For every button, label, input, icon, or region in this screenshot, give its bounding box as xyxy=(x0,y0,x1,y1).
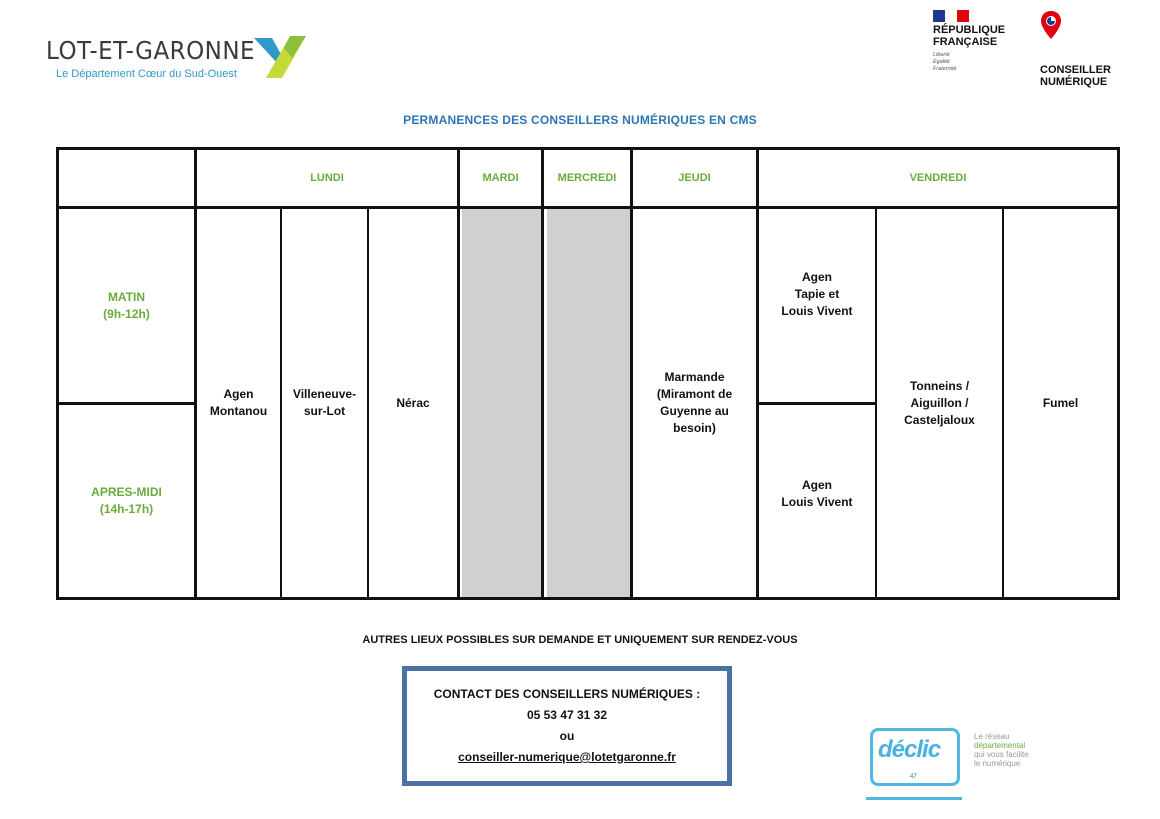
french-flag-icon xyxy=(933,10,969,22)
declic-tagline: Le réseau départemental qui vous facilite le numérique xyxy=(974,732,1029,768)
lundi-villeneuve: Villeneuve- sur-Lot xyxy=(292,387,357,418)
header-jeudi: JEUDI xyxy=(678,171,711,184)
declic-word: déclic xyxy=(878,736,941,763)
brand-tagline: Le Département Cœur du Sud-Ouest xyxy=(56,68,237,80)
y-logo-icon xyxy=(252,34,308,80)
header-lundi: LUNDI xyxy=(310,171,344,184)
republique-line1: RÉPUBLIQUE xyxy=(933,24,1006,36)
declic-logo xyxy=(866,724,1046,804)
contact-or: ou xyxy=(559,729,575,743)
cn-line2: NUMÉRIQUE xyxy=(1040,76,1108,88)
contact-phone[interactable]: 05 53 47 31 32 xyxy=(526,708,608,722)
header-mardi: MARDI xyxy=(482,171,519,184)
lundi-nerac: Nérac xyxy=(396,395,430,410)
contact-box xyxy=(402,666,732,786)
other-locations-note: AUTRES LIEUX POSSIBLES SUR DEMANDE ET UNIQUEMENT SUR RENDEZ-VOUS xyxy=(362,634,798,646)
lot-et-garonne-logo xyxy=(40,30,310,92)
declic-number: 47 xyxy=(910,774,917,780)
contact-heading: CONTACT DES CONSEILLERS NUMÉRIQUES : xyxy=(433,687,701,701)
slot-apres-midi: APRES-MIDI (14h-17h) xyxy=(91,485,162,516)
location-pin-icon xyxy=(1040,10,1062,40)
republique-line2: FRANÇAISE xyxy=(933,36,998,48)
mercredi-closed-cell xyxy=(547,209,630,597)
page-title: PERMANENCES DES CONSEILLERS NUMÉRIQUES EN CMS xyxy=(403,113,757,127)
lundi-agen-montanou: Agen Montanou xyxy=(209,387,268,418)
header-vendredi: VENDREDI xyxy=(909,171,967,184)
vendredi-fumel: Fumel xyxy=(1042,395,1079,410)
header-mercredi: MERCREDI xyxy=(557,171,617,184)
vendredi-matin-agen: Agen Tapie et Louis Vivent xyxy=(781,270,853,318)
vendredi-tonneins: Tonneins / Aiguillon / Casteljaloux xyxy=(904,378,975,427)
contact-email-link[interactable]: conseiller-numerique@lotetgaronne.fr xyxy=(458,750,676,764)
cn-line1: CONSEILLER xyxy=(1040,64,1111,76)
republique-motto: Liberté Égalité Fraternité xyxy=(933,52,957,72)
jeudi-marmande: Marmande (Miramont de Guyenne au besoin) xyxy=(656,370,733,435)
slot-matin: MATIN (9h-12h) xyxy=(103,289,150,321)
conseiller-numerique-logo xyxy=(1036,10,1126,92)
mardi-closed-cell xyxy=(462,209,541,597)
brand-name: LOT-ET-GARONNE xyxy=(46,36,255,65)
republique-francaise-logo xyxy=(930,10,1030,92)
vendredi-apres-midi-agen: Agen Louis Vivent xyxy=(781,478,853,509)
schedule-table xyxy=(56,147,1120,600)
